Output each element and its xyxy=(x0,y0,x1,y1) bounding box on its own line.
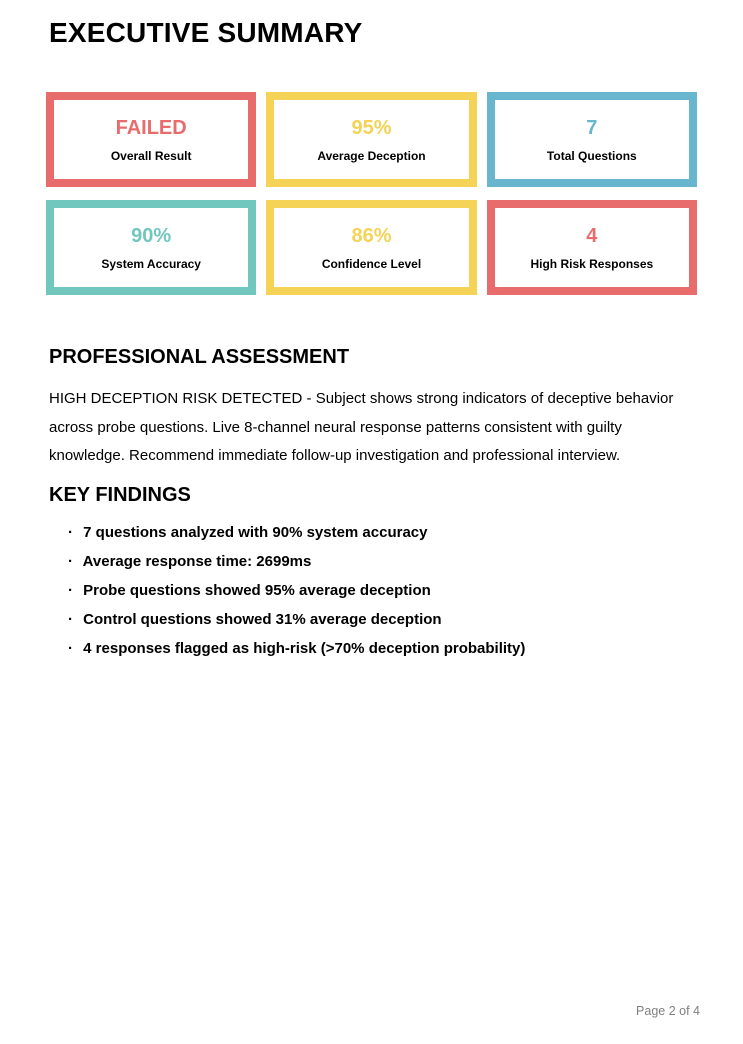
page-number: Page 2 of 4 xyxy=(636,1004,700,1018)
stat-card-total-questions xyxy=(487,92,697,187)
finding-item xyxy=(68,612,697,628)
stat-label: Overall Result xyxy=(110,149,192,163)
findings-heading: KEY FINDINGS xyxy=(49,483,191,506)
stat-label: System Accuracy xyxy=(101,257,201,271)
bullet-icon: · xyxy=(68,639,73,657)
finding-text: 4 responses flagged as high-risk (>70% deception probability) xyxy=(83,639,526,657)
stat-value: 7 xyxy=(586,117,598,139)
finding-item xyxy=(68,554,697,570)
bullet-icon: · xyxy=(68,552,73,570)
stat-value: FAILED xyxy=(115,117,187,139)
finding-item xyxy=(68,525,697,541)
stat-label: Confidence Level xyxy=(321,257,422,271)
stat-cards-grid xyxy=(46,92,697,295)
findings-list xyxy=(46,525,697,657)
finding-text: Average response time: 2699ms xyxy=(82,552,312,570)
stat-value: 86% xyxy=(351,225,392,247)
finding-text: Control questions showed 31% average deception xyxy=(83,610,442,628)
finding-text: 7 questions analyzed with 90% system accuracy xyxy=(83,523,428,541)
stat-label: High Risk Responses xyxy=(530,257,654,271)
stat-label: Average Deception xyxy=(317,149,426,163)
finding-text: Probe questions showed 95% average deception xyxy=(83,581,431,599)
bullet-icon: · xyxy=(68,523,73,541)
bullet-icon: · xyxy=(68,581,73,599)
stat-value: 95% xyxy=(351,117,392,139)
stat-value: 4 xyxy=(586,225,598,247)
assessment-heading: PROFESSIONAL ASSESSMENT xyxy=(49,346,350,368)
assessment-body-text: HIGH DECEPTION RISK DETECTED - Subject shows strong indicators of deceptive behavior across probe questions. Live 8-channel neural response patterns consistent with guilty knowledge. Recommend immediate follow-up investigation and professional interview. xyxy=(49,390,674,464)
stat-value: 90% xyxy=(131,225,172,247)
stat-card-system-accuracy xyxy=(46,200,256,295)
stat-label: Total Questions xyxy=(546,149,637,163)
finding-item xyxy=(68,641,697,657)
stat-card-confidence-level xyxy=(266,200,476,295)
bullet-icon: · xyxy=(68,610,73,628)
finding-item xyxy=(68,583,697,599)
page-title: EXECUTIVE SUMMARY xyxy=(49,17,363,48)
stat-card-high-risk-responses xyxy=(487,200,697,295)
stat-card-overall-result xyxy=(46,92,256,187)
stat-card-average-deception xyxy=(266,92,476,187)
